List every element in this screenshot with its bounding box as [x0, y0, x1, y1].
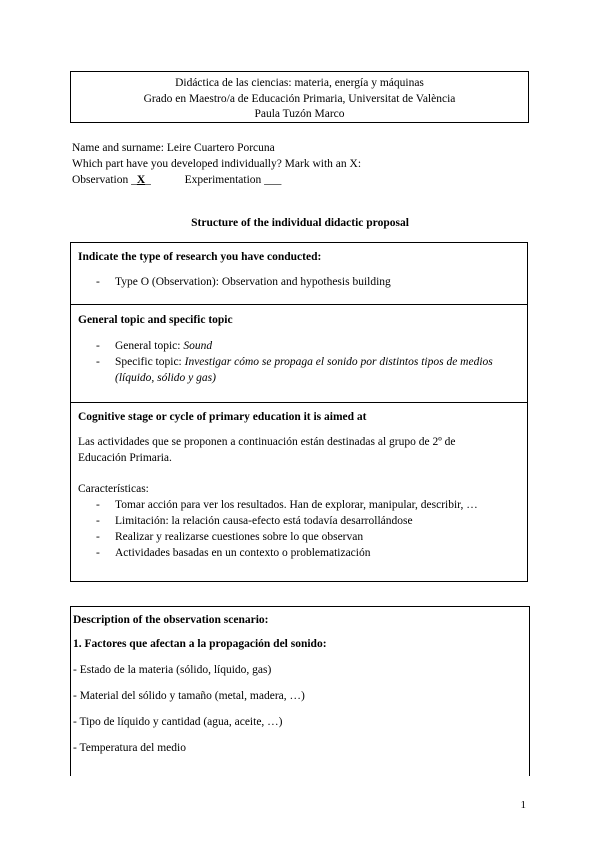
- characteristic-item: - Realizar y realizarse cuestiones sobre lo que observan: [78, 529, 520, 545]
- proposal-table: [70, 242, 528, 582]
- specific-topic-value-cont: (líquido, sólido y gas): [115, 372, 216, 384]
- research-item: - Type O (Observation): Observation and hypothesis building: [78, 275, 520, 290]
- characteristic-item: - Tomar acción para ver los resultados. Han de explorar, manipular, describir, …: [78, 497, 520, 513]
- observation-mark: X: [136, 174, 146, 186]
- experimentation-label: Experimentation ___: [184, 174, 282, 186]
- topic-heading: General topic and specific topic: [78, 314, 233, 326]
- factor-item: - Estado de la materia (sólido, líquido, gas): [73, 664, 272, 676]
- general-topic-value: Sound: [183, 340, 213, 352]
- page-number: 1: [520, 799, 526, 811]
- stage-paragraph: Las actividades que se proponen a continuación están destinadas al grupo de 2º de Educación Primaria.: [78, 436, 456, 464]
- characteristics-label: Características:: [78, 483, 149, 495]
- factor-item: - Tipo de líquido y cantidad (agua, aceite, …): [73, 716, 283, 728]
- stage-section: [71, 403, 527, 581]
- factor-item: - Material del sólido y tamaño (metal, madera, …): [73, 690, 305, 702]
- research-heading: Indicate the type of research you have conducted:: [78, 251, 322, 263]
- topic-section: [71, 305, 527, 403]
- stage-heading: Cognitive stage or cycle of primary education it is aimed at: [78, 411, 367, 423]
- factor-item: - Temperatura del medio: [73, 742, 186, 754]
- scenario-heading: Description of the observation scenario:: [73, 614, 269, 626]
- scenario-section: [71, 607, 529, 756]
- scenario-table: [70, 606, 530, 776]
- research-section: [71, 243, 527, 305]
- degree-name: Grado en Maestro/a de Educación Primaria, Universitat de València: [143, 92, 456, 105]
- general-topic: - General topic: Sound: [78, 338, 520, 354]
- specific-topic-value: Investigar cómo se propaga el sonido por distintos tipos de medios: [184, 356, 493, 368]
- document-header: [70, 71, 529, 123]
- observation-end: _: [145, 174, 151, 186]
- characteristic-item: - Limitación: la relación causa-efecto está todavía desarrollándose: [78, 513, 520, 529]
- observation-label: Observation _: [72, 174, 137, 186]
- student-name: Name and surname: Leire Cuartero Porcuna: [72, 142, 275, 154]
- course-title: Didáctica de las ciencias: materia, energía y máquinas: [175, 77, 424, 89]
- part-selection: [72, 172, 361, 188]
- characteristic-item: - Actividades basadas en un contexto o problematización: [78, 545, 520, 561]
- student-info: [72, 140, 361, 188]
- part-question: Which part have you developed individually? Mark with an X:: [72, 158, 362, 170]
- structure-title: Structure of the individual didactic proposal: [191, 217, 409, 229]
- professor-name: Paula Tuzón Marco: [254, 108, 345, 120]
- scenario-subheading: 1. Factores que afectan a la propagación del sonido:: [73, 638, 327, 650]
- specific-topic: - Specific topic: Investigar cómo se propaga el sonido por distintos tipos de medios (líquido, sólido y gas): [78, 354, 520, 386]
